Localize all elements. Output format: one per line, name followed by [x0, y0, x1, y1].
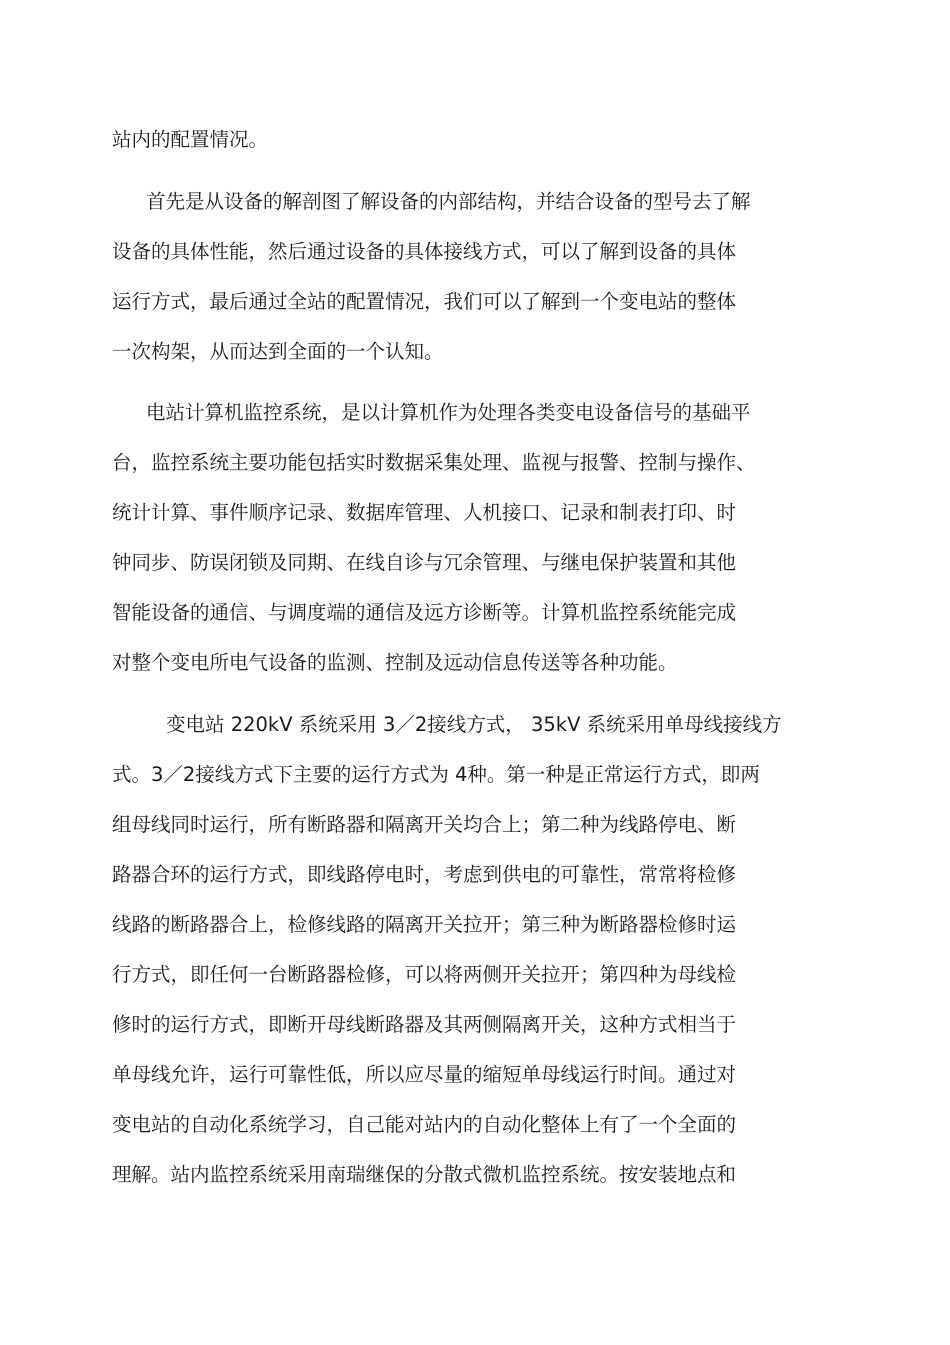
text-line: 路器合环的运行方式，即线路停电时，考虑到供电的可靠性，常常将检修	[112, 863, 737, 886]
text-line: 设备的具体性能，然后通过设备的具体接线方式，可以了解到设备的具体	[112, 240, 737, 263]
text-line: 变电站 220kV 系统采用 3／2接线方式， 35kV 系统采用单母线接线方	[166, 713, 782, 736]
text-line: 一次构架，从而达到全面的一个认知。	[112, 340, 444, 363]
text-line: 线路的断路器合上，检修线路的隔离开关拉开；第三种为断路器检修时运	[112, 913, 737, 936]
text-line: 站内的配置情况。	[112, 128, 269, 151]
text-line: 式。3／2接线方式下主要的运行方式为 4种。第一种是正常运行方式，即两	[112, 763, 760, 786]
text-line: 运行方式，最后通过全站的配置情况，我们可以了解到一个变电站的整体	[112, 290, 737, 313]
text-line: 行方式，即任何一台断路器检修，可以将两侧开关拉开；第四种为母线检	[112, 963, 737, 986]
text-line: 电站计算机监控系统，是以计算机作为处理各类变电设备信号的基础平	[146, 401, 751, 424]
text-line: 对整个变电所电气设备的监测、控制及远动信息传送等各种功能。	[112, 651, 678, 674]
text-line: 理解。站内监控系统采用南瑞继保的分散式微机监控系统。按安装地点和	[112, 1163, 737, 1186]
text-line: 台，监控系统主要功能包括实时数据采集处理、监视与报警、控制与操作、	[112, 451, 756, 474]
text-line: 首先是从设备的解剖图了解设备的内部结构，并结合设备的型号去了解	[146, 190, 751, 213]
text-line: 变电站的自动化系统学习，自己能对站内的自动化整体上有了一个全面的	[112, 1113, 737, 1136]
text-line: 智能设备的通信、与调度端的通信及远方诊断等。计算机监控系统能完成	[112, 601, 737, 624]
text-line: 统计计算、事件顺序记录、数据库管理、人机接口、记录和制表打印、时	[112, 501, 737, 524]
text-line: 组母线同时运行，所有断路器和隔离开关均合上；第二种为线路停电、断	[112, 813, 737, 836]
text-line: 修时的运行方式，即断开母线断路器及其两侧隔离开关，这种方式相当于	[112, 1013, 737, 1036]
text-line: 单母线允许，运行可靠性低，所以应尽量的缩短单母线运行时间。通过对	[112, 1063, 737, 1086]
text-line: 钟同步、防误闭锁及同期、在线自诊与冗余管理、与继电保护装置和其他	[112, 551, 737, 574]
